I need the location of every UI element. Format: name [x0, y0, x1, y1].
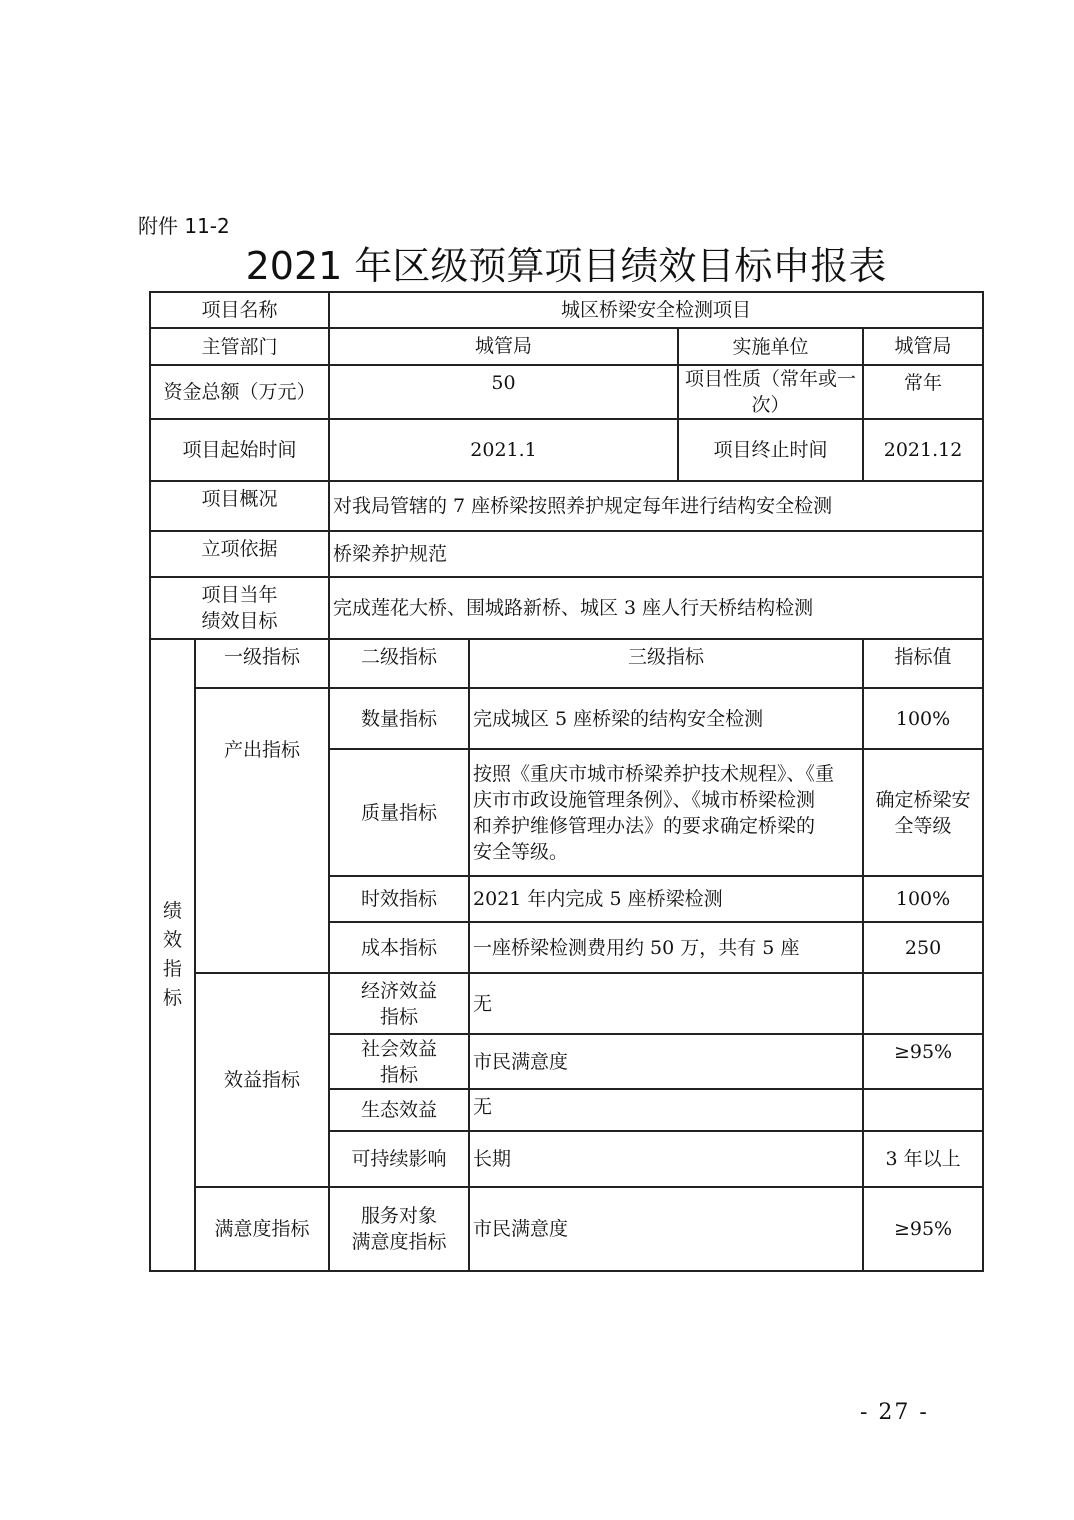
value-cell: ≥95% — [863, 1034, 983, 1089]
benefit-indicator-label: 效益指标 — [195, 973, 329, 1187]
page-number: - 27 - — [860, 1400, 929, 1425]
overview-label: 项目概况 — [150, 481, 329, 531]
header-level1: 一级指标 — [195, 639, 329, 688]
row-dates — [150, 419, 983, 481]
indicator-row — [150, 1187, 983, 1271]
goal-value: 完成莲花大桥、围城路新桥、城区 3 座人行天桥结构检测 — [329, 577, 983, 639]
value-cell: 100% — [863, 688, 983, 749]
level2-cell: 服务对象 满意度指标 — [329, 1187, 469, 1271]
level2-cell: 经济效益 指标 — [329, 973, 469, 1034]
value-cell: 100% — [863, 876, 983, 922]
level3-cell: 市民满意度 — [469, 1187, 863, 1271]
row-department — [150, 328, 983, 365]
value-cell: 3 年以上 — [863, 1131, 983, 1187]
goal-label — [150, 577, 329, 639]
indicator-row — [150, 973, 983, 1034]
level3-cell: 按照《重庆市城市桥梁养护技术规程》、《重 庆市市政设施管理条例》、《城市桥梁检测 和养护维修管理办法》的要求确定桥梁的 安全等级。 — [469, 749, 863, 876]
project-name-label: 项目名称 — [150, 292, 329, 328]
impl-value: 城管局 — [863, 328, 983, 365]
row-overview — [150, 481, 983, 531]
value-cell — [863, 1089, 983, 1131]
header-level2: 二级指标 — [329, 639, 469, 688]
indicator-row — [150, 688, 983, 749]
satisfaction-indicator-label: 满意度指标 — [195, 1187, 329, 1271]
basis-label: 立项依据 — [150, 531, 329, 577]
level2-cell: 生态效益 — [329, 1089, 469, 1131]
overview-value: 对我局管辖的 7 座桥梁按照养护规定每年进行结构安全检测 — [329, 481, 983, 531]
level2-cell: 时效指标 — [329, 876, 469, 922]
start-value: 2021.1 — [329, 419, 678, 481]
level2-cell: 成本指标 — [329, 922, 469, 973]
project-name-value: 城区桥梁安全检测项目 — [329, 292, 983, 328]
end-label: 项目终止时间 — [678, 419, 863, 481]
row-goal — [150, 577, 983, 639]
level2-cell: 社会效益 指标 — [329, 1034, 469, 1089]
performance-indicator-side-label: 绩 效 指 标 — [150, 639, 195, 1271]
output-indicator-label: 产出指标 — [195, 688, 329, 973]
header-level3: 三级指标 — [469, 639, 863, 688]
funds-value: 50 — [329, 365, 678, 419]
row-funds — [150, 365, 983, 419]
value-cell: ≥95% — [863, 1187, 983, 1271]
goal-label-line: 项目当年 — [201, 584, 278, 606]
level2-cell: 质量指标 — [329, 749, 469, 876]
level2-cell: 数量指标 — [329, 688, 469, 749]
level2-cell: 可持续影响 — [329, 1131, 469, 1187]
level3-cell: 2021 年内完成 5 座桥梁检测 — [469, 876, 863, 922]
level3-cell: 完成城区 5 座桥梁的结构安全检测 — [469, 688, 863, 749]
row-basis — [150, 531, 983, 577]
nature-label: 项目性质（常年或一次） — [678, 365, 863, 419]
end-value: 2021.12 — [863, 419, 983, 481]
level3-cell: 长期 — [469, 1131, 863, 1187]
value-cell: 250 — [863, 922, 983, 973]
funds-label: 资金总额（万元） — [150, 365, 329, 419]
attachment-label: 附件 11-2 — [138, 214, 230, 238]
performance-target-table — [149, 291, 984, 1272]
value-cell: 确定桥梁安 全等级 — [863, 749, 983, 876]
dept-label: 主管部门 — [150, 328, 329, 365]
form-title: 2021 年区级预算项目绩效目标申报表 — [245, 244, 887, 288]
basis-value: 桥梁养护规范 — [329, 531, 983, 577]
header-value: 指标值 — [863, 639, 983, 688]
dept-value: 城管局 — [329, 328, 678, 365]
level3-cell: 无 — [469, 973, 863, 1034]
level3-cell: 市民满意度 — [469, 1034, 863, 1089]
impl-label: 实施单位 — [678, 328, 863, 365]
row-project-name — [150, 292, 983, 328]
level3-cell: 无 — [469, 1089, 863, 1131]
start-label: 项目起始时间 — [150, 419, 329, 481]
row-indicator-headers — [150, 639, 983, 688]
value-cell — [863, 973, 983, 1034]
nature-value: 常年 — [863, 365, 983, 419]
level3-cell: 一座桥梁检测费用约 50 万，共有 5 座 — [469, 922, 863, 973]
goal-label-line: 绩效目标 — [201, 610, 278, 632]
